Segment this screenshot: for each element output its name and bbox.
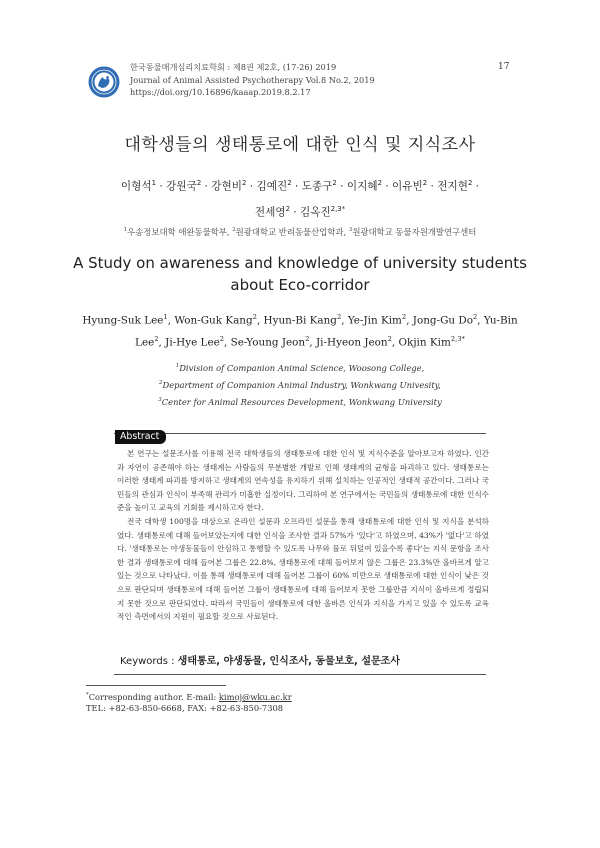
journal-logo-icon: [88, 66, 120, 98]
authors-korean-line-2: 전세영$^2$ · 김옥진$^{2,3*}$: [254, 204, 346, 219]
abstract-paragraph-1: 본 연구는 설문조사를 이용해 전국 대학생들의 생태통로에 대한 인식 및 지식수준을 알아보고자 하였다. 인간과 자연이 공존해야 하는 생태계는 사람들의 무분별한 개발로 인해 생태계의 균형을 파괴하고 있다. 생태통로는 이러한 생태계 파괴를 방지하고 생태계의 연속성을 유지하기 위해 설치하는 인공적인 생태적 공간이다. 그러나 국민들의 관심과 인식이 부족해 관리가 미흡한 실정이다. 그리하여 본 연구에서는 국민들의 생태통로에 대한 인식수준을 높이고 교육의 기회를 제시하고자 한다.: [117, 449, 489, 513]
author-affiliation-mark: 1: [151, 179, 156, 187]
affiliation-text: Division of Companion Animal Science, Woosong College,: [179, 362, 425, 373]
author-name: Ji-Hyeon Jeon: [316, 336, 388, 349]
affiliation-mark: 3: [348, 227, 353, 234]
corresponding-mark: *: [86, 692, 89, 698]
author-name: 이형석: [120, 180, 152, 193]
affiliation-text: 원광대학교 반려동물산업학과,: [235, 227, 349, 237]
title-korean: 대학생들의 생태통로에 대한 인식 및 지식조사: [124, 135, 476, 155]
author-affiliation-mark: 2: [387, 335, 392, 344]
author-name: Jong-Gu Do: [412, 314, 473, 327]
affiliation-text: Department of Companion Animal Industry, Wonkwang Univesity,: [162, 379, 441, 390]
author-affiliation-mark: 2: [196, 179, 202, 187]
corresponding-author-line: [86, 690, 292, 703]
affiliations-korean: [0, 226, 600, 238]
keywords-label: Keywords :: [120, 656, 178, 667]
author-affiliation-mark: 1: [163, 313, 168, 321]
affiliation-line: [0, 393, 600, 410]
author-affiliation-mark: 2: [377, 179, 382, 187]
footnote-rule: [86, 685, 226, 686]
author-name: 강원국: [166, 180, 197, 193]
author-affiliation-mark: 2: [287, 179, 292, 187]
keywords-list: 생태통로, 야생동물, 인식조사, 동물보호, 설문조사: [177, 656, 400, 667]
journal-name-ko: 한국동물매개심리치료학회 : 제8권 제2호, (17-26) 2019: [130, 62, 337, 72]
abstract-paragraph-2: 전국 대학생 100명을 대상으로 온라인 설문과 오프라인 설문을 통해 생태통로에 대한 인식 및 지식을 분석하였다. 생태통로에 대해 들어보았는지에 대한 인식을 조사한 결과 57%가 '있다'고 하였으며, 43%가 '없다'고 하였다. '생태통로는 야생동물들이 안심하고 통행할 수 있도록 나무와 풀로 뒤덮여 있을수록 좋다'는 지식 문항을 조사한 결과 생태통로에 대해 들어본 그룹은 22.8%, 생태통로에 대해 들어보지 않은 그룹은 23.3%만 올바르게 알고 있는 것으로 나타났다. 이를 통해 생태통로에 대해 들어본 그룹이 60% 미만으로 생태통로에 대한 인식이 낮은 것으로 판단되며 생태통로에 대해 들어본 그룹이 생태통로에 대해 들어보지 못한 그룹만큼 지식이 올바르게 정립되지 못한 것으로 판단되었다. 따라서 국민들이 생태통로에 대한 올바른 인식과 지식을 가지고 있을 수 있도록 교육적인 측면에서의 지원이 필요할 것으로 사료된다.: [117, 516, 489, 622]
author-affiliation-mark: 2: [242, 179, 247, 187]
affiliation-text: Center for Animal Resources Development, Wonkwang University: [161, 396, 442, 407]
affiliation-mark: 2: [232, 227, 236, 234]
author-name: Yu-Bin Lee: [135, 314, 518, 349]
author-name: 전세영: [254, 206, 286, 219]
title-english: A Study on awareness and knowledge of university students about Eco-corridor: [73, 254, 527, 294]
author-affiliation-mark: 2: [154, 335, 159, 344]
author-affiliation-mark: 2,3*: [450, 335, 465, 344]
author-affiliation-mark: 2: [336, 313, 342, 321]
author-affiliation-mark: 2: [219, 335, 225, 344]
affiliation-mark: 1: [175, 363, 180, 369]
author-name: 강현비: [211, 180, 242, 193]
abstract-label: Abstract: [115, 430, 166, 444]
author-affiliation-mark: 2: [401, 313, 407, 321]
tel-fax-line: TEL: +82-63-850-6668, FAX: +82-63-850-7308: [86, 702, 284, 713]
authors-english: Hyung-Suk Lee$^1$, Won-Guk Kang$^2$, Hyun-Bi Kang$^2$, Ye-Jin Kim$^2$, Jong-Gu Do$^2$, Yu-Bin Lee$^2$, Ji-Hye Lee$^2$, Se-Young Jeon$^2$, Ji-Hyeon Jeon$^2$, Okjin Kim$^{2,3*}$: [82, 313, 518, 349]
author-name: Ye-Jin Kim: [347, 314, 402, 327]
author-affiliation-mark: 2: [422, 179, 428, 187]
author-name: Hyung-Suk Lee: [82, 314, 164, 327]
author-name: Won-Guk Kang: [174, 314, 253, 327]
author-affiliation-mark: 2,3*: [330, 204, 346, 213]
corresponding-prefix: Corresponding author. E-mail:: [88, 691, 219, 702]
author-name: Se-Young Jeon: [230, 336, 306, 349]
author-name: 전지현: [437, 180, 468, 193]
author-affiliation-mark: 2: [305, 335, 310, 344]
journal-header: [130, 61, 510, 99]
doi-link[interactable]: https://doi.org/10.16896/kaaap.2019.8.2.17: [130, 87, 311, 98]
author-affiliation-mark: 2: [332, 179, 337, 187]
keywords-line: [120, 652, 490, 667]
journal-name-en: Journal of Animal Assisted Psychotherapy Vol.8 No.2, 2019: [130, 74, 375, 85]
author-affiliation-mark: 2: [252, 313, 257, 321]
author-name: 김예진: [256, 180, 288, 193]
footnote: [86, 690, 292, 714]
email-link[interactable]: kimoj@wku.ac.kr: [218, 691, 292, 702]
page-number: 17: [498, 62, 510, 72]
authors-korean-line-1: 이형석$^1$ · 강원국$^2$ · 강현비$^2$ · 김예진$^2$ · 도종구$^2$ · 이지혜$^2$ · 이유빈$^2$ · 전지현$^2$ ·: [120, 179, 480, 193]
author-affiliation-mark: 2: [467, 179, 473, 187]
affiliation-line: [0, 359, 600, 376]
affiliation-line: [0, 376, 600, 393]
author-name: 김옥진: [300, 206, 331, 219]
affiliation-text: 우송정보대학 애완동물학부,: [127, 227, 233, 237]
author-name: 이지혜: [346, 180, 378, 193]
affiliation-mark: 2: [159, 379, 163, 386]
affiliation-text: 원광대학교 동물자원개발연구센터: [352, 227, 477, 237]
author-name: Ji-Hye Lee: [165, 336, 220, 349]
author-name: 도종구: [301, 180, 333, 193]
author-affiliation-mark: 2: [285, 204, 290, 213]
affiliations-english: [0, 359, 600, 409]
authors-korean: [80, 172, 520, 223]
affiliation-mark: 3: [158, 396, 162, 403]
author-name: Hyun-Bi Kang: [263, 314, 337, 327]
author-affiliation-mark: 2: [472, 313, 478, 321]
abstract-body: [117, 447, 489, 624]
author-name: Okjin Kim: [398, 336, 451, 349]
author-name: 이유빈: [392, 180, 423, 193]
affiliation-mark: 1: [123, 227, 128, 234]
